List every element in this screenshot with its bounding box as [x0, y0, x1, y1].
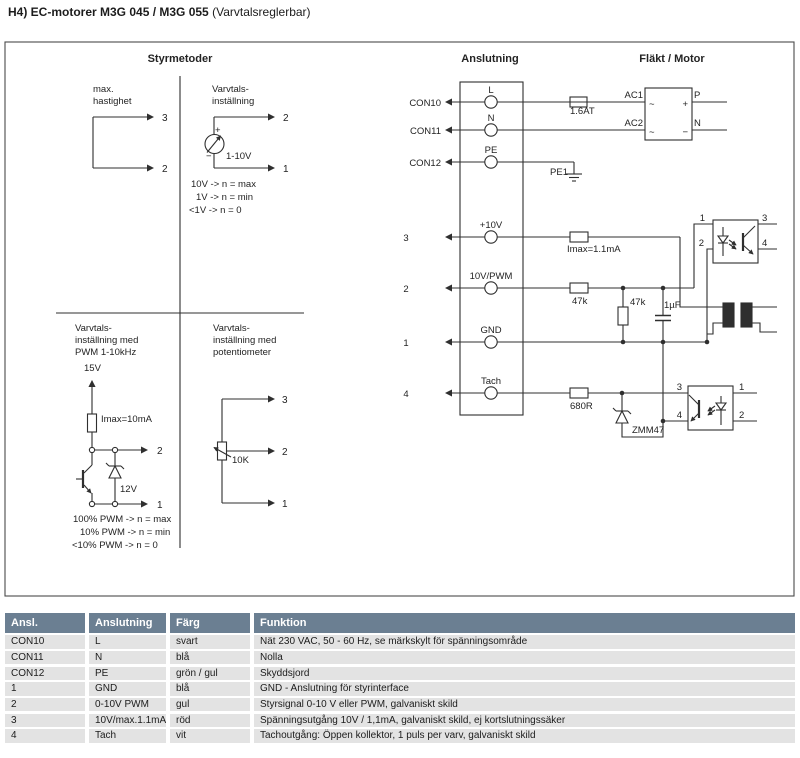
- source-label-2: inställning: [212, 96, 255, 107]
- terminal-ext-3: 3: [403, 233, 409, 244]
- table-cell: L: [89, 635, 166, 649]
- table-cell: Styrsignal 0-10 V eller PWM, galvaniskt skild: [254, 698, 795, 712]
- terminal-n: [485, 124, 497, 136]
- pwm-pin-1: 1: [157, 500, 163, 511]
- optocoupler-tach: [688, 386, 757, 430]
- terminal-name-l: L: [488, 85, 494, 96]
- source-pin-2: 2: [283, 113, 289, 124]
- r680-label: 680R: [570, 401, 593, 412]
- source-note-1: 10V -> n = max: [191, 179, 256, 190]
- potentiometer-symbol: [218, 442, 227, 460]
- capacitor-symbol: [655, 316, 671, 321]
- table-cell: Nät 230 VAC, 50 - 60 Hz, se märkskylt för spänningsområde: [254, 635, 795, 649]
- section-title-flakt-motor: Fläkt / Motor: [639, 53, 705, 65]
- table-cell: Skyddsjord: [254, 667, 795, 681]
- source-pin-1: 1: [283, 164, 289, 175]
- opto2-pin1: 1: [739, 382, 745, 393]
- source-minus-sign: −: [206, 151, 212, 162]
- resistor-imax11ma: [570, 232, 588, 242]
- terminal-ext-2: 2: [403, 284, 409, 295]
- terminal-name-gnd: GND: [480, 325, 502, 336]
- transformer-symbol: [707, 303, 777, 334]
- opto1-pin3: 3: [762, 213, 768, 224]
- table-cell: 0-10V PWM: [89, 698, 166, 712]
- terminal-l: [485, 96, 497, 108]
- rectifier-minus: −: [682, 127, 688, 138]
- table-cell: Spänningsutgång 10V / 1,1mA, galvaniskt skild, ej kortslutningssäker: [254, 714, 795, 728]
- pot-pin-1: 1: [282, 499, 288, 510]
- ac1-label: AC1: [624, 90, 643, 101]
- cap-label: 1µF: [664, 300, 681, 311]
- source-value-label: 1-10V: [226, 151, 252, 162]
- table-cell: CON10: [5, 635, 85, 649]
- source-note-2: 1V -> n = min: [196, 192, 254, 203]
- table-cell: 10V/max.1.1mA: [89, 714, 166, 728]
- table-cell: Nolla: [254, 651, 795, 665]
- section-title-anslutning: Anslutning: [461, 53, 519, 65]
- page-title-bold: H4) EC-motorer M3G 045 / M3G 055: [8, 5, 209, 19]
- rectifier-tilde-2: ~: [649, 127, 655, 138]
- connector-terminals: [485, 96, 497, 399]
- terminal-ext-con12: CON12: [409, 158, 441, 169]
- table-cell: Tachoutgång: Öppen kollektor, 1 puls per varv, galvaniskt skild: [254, 729, 795, 743]
- terminal-tach: [485, 387, 497, 399]
- r47k-shunt-label: 47k: [630, 297, 646, 308]
- pwm-note-1: 100% PWM -> n = max: [73, 514, 172, 525]
- rectifier-p-label: P: [694, 90, 701, 101]
- table-cell: grön / gul: [170, 667, 250, 681]
- table-cell: N: [89, 651, 166, 665]
- table-cell: blå: [170, 682, 250, 696]
- table-cell: Tach: [89, 729, 166, 743]
- terminal-name-n: N: [487, 113, 495, 124]
- table-header-ansl: Ansl.: [5, 613, 85, 633]
- rectifier-tilde-1: ~: [649, 99, 655, 110]
- resistor-47k-shunt: [618, 307, 628, 325]
- pwm-label-1: Varvtals-: [75, 323, 112, 334]
- table-cell: CON11: [5, 651, 85, 665]
- terminal-ext-con11: CON11: [410, 126, 441, 137]
- opto2-pin4: 4: [676, 410, 682, 421]
- terminal-ext-4: 4: [403, 389, 409, 400]
- table-cell: 4: [5, 729, 85, 743]
- max-speed-label-2: hastighet: [93, 96, 132, 107]
- diagram-border: [5, 42, 794, 596]
- source-note-3: <1V -> n = 0: [189, 205, 242, 216]
- table-cell: 2: [5, 698, 85, 712]
- max-speed-circuit: [93, 117, 153, 168]
- resistor-47k-series: [570, 283, 588, 293]
- pwm-pin-2: 2: [157, 446, 163, 457]
- r47k-series-label: 47k: [572, 296, 588, 307]
- table-header-funktion: Funktion: [254, 613, 795, 633]
- max-speed-pin-3: 3: [162, 113, 168, 124]
- rectifier-plus: +: [682, 99, 688, 110]
- resistor-imax10ma: [88, 414, 97, 432]
- imax-label: Imax=1.1mA: [567, 244, 621, 255]
- table-cell: blå: [170, 651, 250, 665]
- page-title-normal: (Varvtalsreglerbar): [212, 5, 311, 19]
- pwm-label-2: inställning med: [75, 335, 139, 346]
- terminal-pwm: [485, 282, 497, 294]
- pe1-label: PE1: [550, 167, 568, 178]
- opto2-pin2: 2: [739, 410, 745, 421]
- fuse-label: 1.6AT: [570, 106, 595, 117]
- pot-value-label: 10K: [232, 455, 249, 466]
- terminal-gnd: [485, 336, 497, 348]
- terminal-10v: [485, 231, 497, 243]
- table-cell: svart: [170, 635, 250, 649]
- source-plus-sign: +: [215, 125, 221, 136]
- source-label-1: Varvtals-: [212, 84, 249, 95]
- section-title-styrmetoder: Styrmetoder: [147, 53, 213, 65]
- terminal-name-tach: Tach: [480, 376, 502, 387]
- pot-label-3: potentiometer: [213, 347, 272, 358]
- table-header-farg: Färg: [170, 613, 250, 633]
- table-cell: GND: [89, 682, 166, 696]
- terminal-pe: [485, 156, 497, 168]
- table-cell: PE: [89, 667, 166, 681]
- control-wiring: [498, 224, 724, 437]
- zmm47-label: ZMM47: [632, 425, 665, 436]
- terminal-name-pwm: 10V/PWM: [469, 271, 513, 282]
- table-cell: röd: [170, 714, 250, 728]
- table-cell: gul: [170, 698, 250, 712]
- terminal-name-pe: PE: [484, 145, 498, 156]
- pot-label-2: inställning med: [213, 335, 277, 346]
- pot-label-1: Varvtals-: [213, 323, 250, 334]
- opto1-pin1: 1: [699, 213, 705, 224]
- table-cell: GND - Anslutning för styrinterface: [254, 682, 795, 696]
- pot-pin-2: 2: [282, 447, 288, 458]
- ac2-label: AC2: [624, 118, 643, 129]
- table-cell: 3: [5, 714, 85, 728]
- pwm-resistor-label: Imax=10mA: [101, 414, 152, 425]
- table-cell: CON12: [5, 667, 85, 681]
- max-speed-pin-2: 2: [162, 164, 168, 175]
- terminal-name-10v: +10V: [479, 220, 503, 231]
- terminal-table: [5, 613, 795, 743]
- pwm-label-3: PWM 1-10kHz: [75, 347, 137, 358]
- ground-symbol: [566, 174, 582, 181]
- table-cell: vit: [170, 729, 250, 743]
- table-header-anslutning: Anslutning: [89, 613, 166, 633]
- terminal-ext-1: 1: [403, 338, 409, 349]
- pot-pin-3: 3: [282, 395, 288, 406]
- max-speed-label-1: max.: [93, 84, 114, 95]
- pwm-supply-label: 15V: [84, 363, 101, 374]
- opto1-pin4: 4: [762, 238, 768, 249]
- rectifier-n-label: N: [694, 118, 701, 129]
- table-cell: 1: [5, 682, 85, 696]
- pwm-note-3: <10% PWM -> n = 0: [72, 540, 158, 551]
- resistor-680r: [570, 388, 588, 398]
- pwm-note-2: 10% PWM -> n = min: [80, 527, 171, 538]
- potentiometer-circuit: [214, 399, 274, 503]
- opto1-pin2: 2: [698, 238, 704, 249]
- opto2-pin3: 3: [676, 382, 682, 393]
- terminal-left-arrows: [446, 102, 485, 393]
- pwm-zener-label: 12V: [120, 484, 137, 495]
- terminal-ext-con10: CON10: [409, 98, 441, 109]
